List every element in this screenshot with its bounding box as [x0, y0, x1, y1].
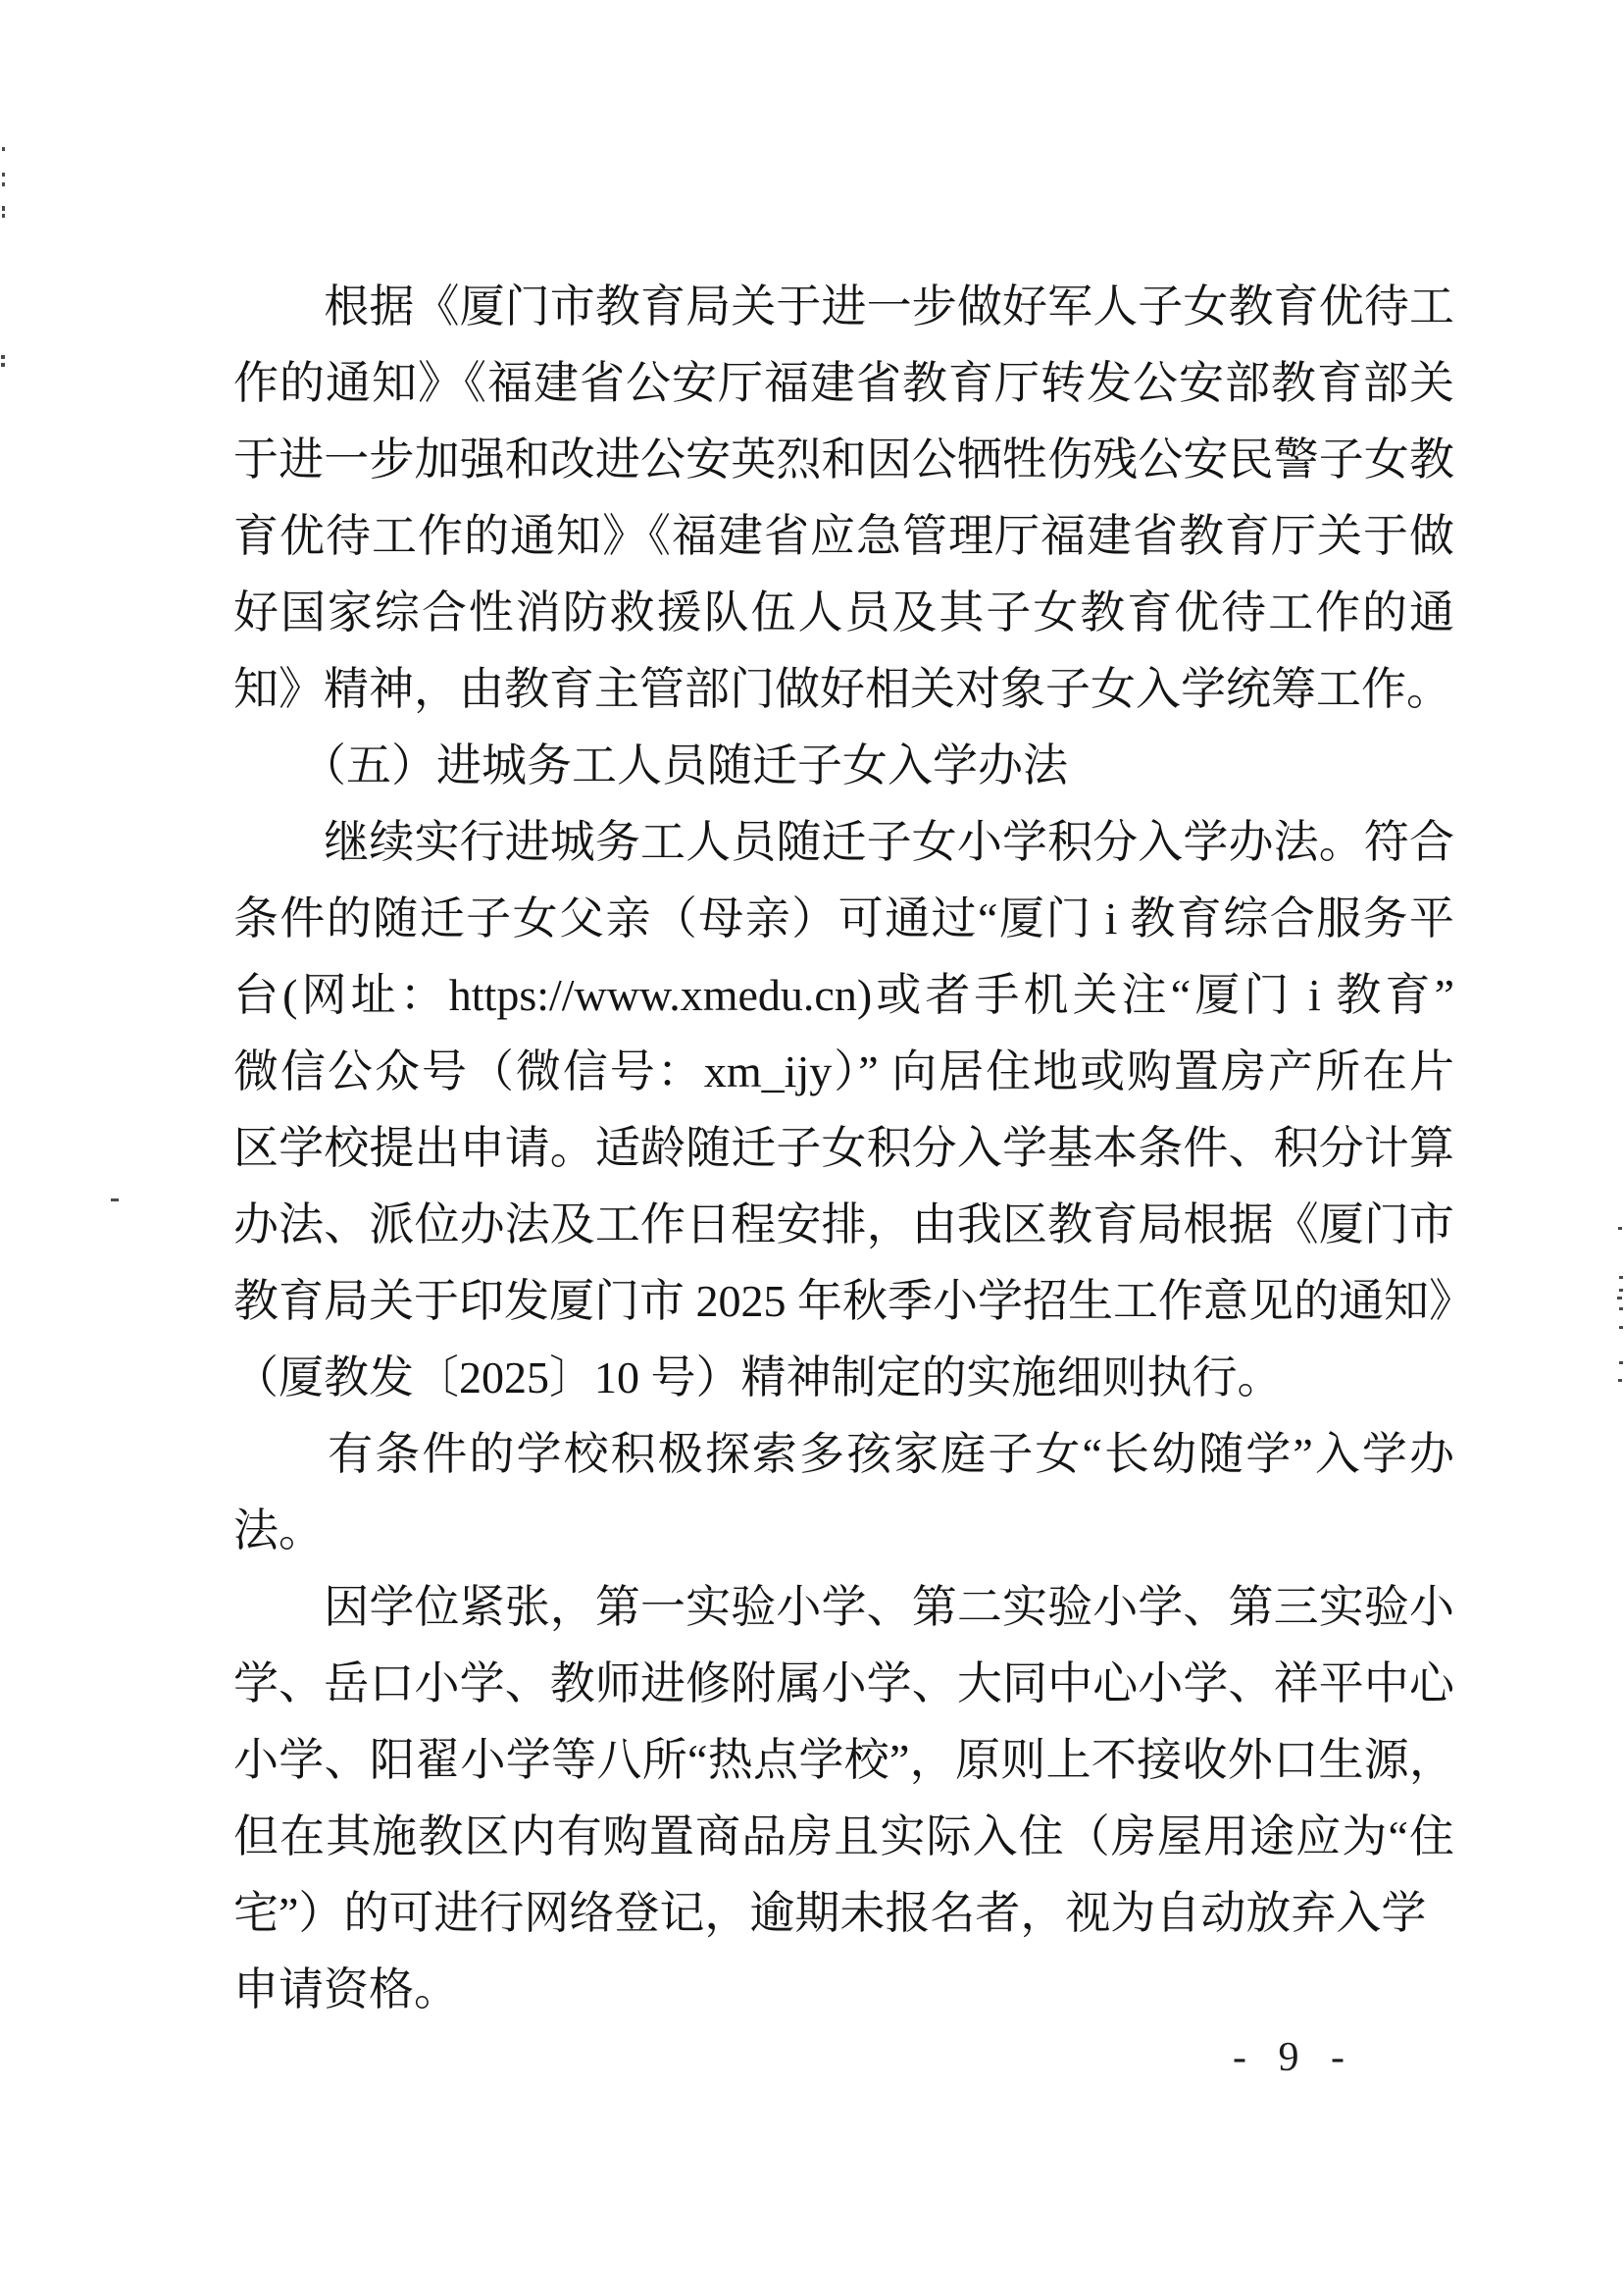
scan-speck — [111, 1198, 119, 1201]
text-line: 因学位紧张，第一实验小学、第二实验小学、第三实验小 — [233, 1582, 1454, 1632]
scan-speck — [2, 206, 5, 211]
text-line: 台(网址：https://www.xmedu.cn)或者手机关注“厦门 i 教育” — [233, 970, 1454, 1020]
scan-speck — [2, 214, 5, 218]
text-line: 于进一步加强和改进公安英烈和因公牺牲伤残公安民警子女教 — [233, 434, 1454, 484]
text-line: 小学、阳翟小学等八所“热点学校”，原则上不接收外口生源， — [233, 1735, 1454, 1785]
text-line: 作的通知》《福建省公安厅福建省教育厅转发公安部教育部关 — [233, 358, 1454, 408]
text-line: 但在其施教区内有购置商品房且实际入住（房屋用途应为“住 — [233, 1811, 1454, 1861]
scan-speck — [1618, 1227, 1622, 1230]
scan-speck — [1619, 1289, 1623, 1292]
scan-speck — [2, 173, 5, 177]
scan-speck — [1619, 1307, 1623, 1310]
text-line: 区学校提出申请。适龄随迁子女积分入学基本条件、积分计算 — [233, 1123, 1454, 1173]
scan-speck — [2, 182, 5, 186]
text-line: 申请资格。 — [233, 1964, 459, 2014]
scan-speck — [1619, 1361, 1623, 1364]
page-number: - 9 - — [1233, 2035, 1346, 2080]
text-line: 办法、派位办法及工作日程安排，由我区教育局根据《厦门市 — [233, 1199, 1454, 1249]
text-line: 有条件的学校积极探索多孩家庭子女“长幼随学”入学办 — [233, 1429, 1454, 1479]
text-line: 条件的随迁子女父亲（母亲）可通过“厦门 i 教育综合服务平 — [233, 893, 1454, 943]
text-line: 教育局关于印发厦门市 2025 年秋季小学招生工作意见的通知》 — [233, 1276, 1474, 1326]
scan-speck — [1618, 1379, 1622, 1382]
text-line: 育优待工作的通知》《福建省应急管理厅福建省教育厅关于做 — [233, 511, 1454, 561]
text-line: 微信公众号（微信号：xm_ijy）” 向居住地或购置房产所在片 — [233, 1046, 1454, 1096]
text-line: 知》精神，由教育主管部门做好相关对象子女入学统筹工作。 — [233, 664, 1451, 714]
scan-speck — [2, 147, 5, 151]
scan-speck — [1619, 1276, 1623, 1279]
text-line: 宅”）的可进行网络登记，逾期未报名者，视为自动放弃入学 — [233, 1888, 1427, 1938]
scan-speck — [1617, 1297, 1622, 1299]
text-line: 根据《厦门市教育局关于进一步做好军人子女教育优待工 — [233, 281, 1454, 331]
document-body — [233, 269, 1474, 2028]
text-line: （厦教发〔2025〕10 号）精神制定的实施细则执行。 — [233, 1352, 1283, 1402]
scan-speck — [1619, 1326, 1623, 1329]
section-heading-line: （五）进城务工人员随迁子女入学办法 — [233, 740, 1068, 790]
scan-speck — [1, 355, 5, 359]
text-line: 法。 — [233, 1505, 324, 1555]
text-line: 好国家综合性消防救援队伍人员及其子女教育优待工作的通 — [233, 587, 1454, 637]
text-line: 继续实行进城务工人员随迁子女小学积分入学办法。符合 — [233, 817, 1454, 867]
text-line: 学、岳口小学、教师进修附属小学、大同中心小学、祥平中心 — [233, 1658, 1454, 1708]
scan-speck — [1, 363, 5, 367]
